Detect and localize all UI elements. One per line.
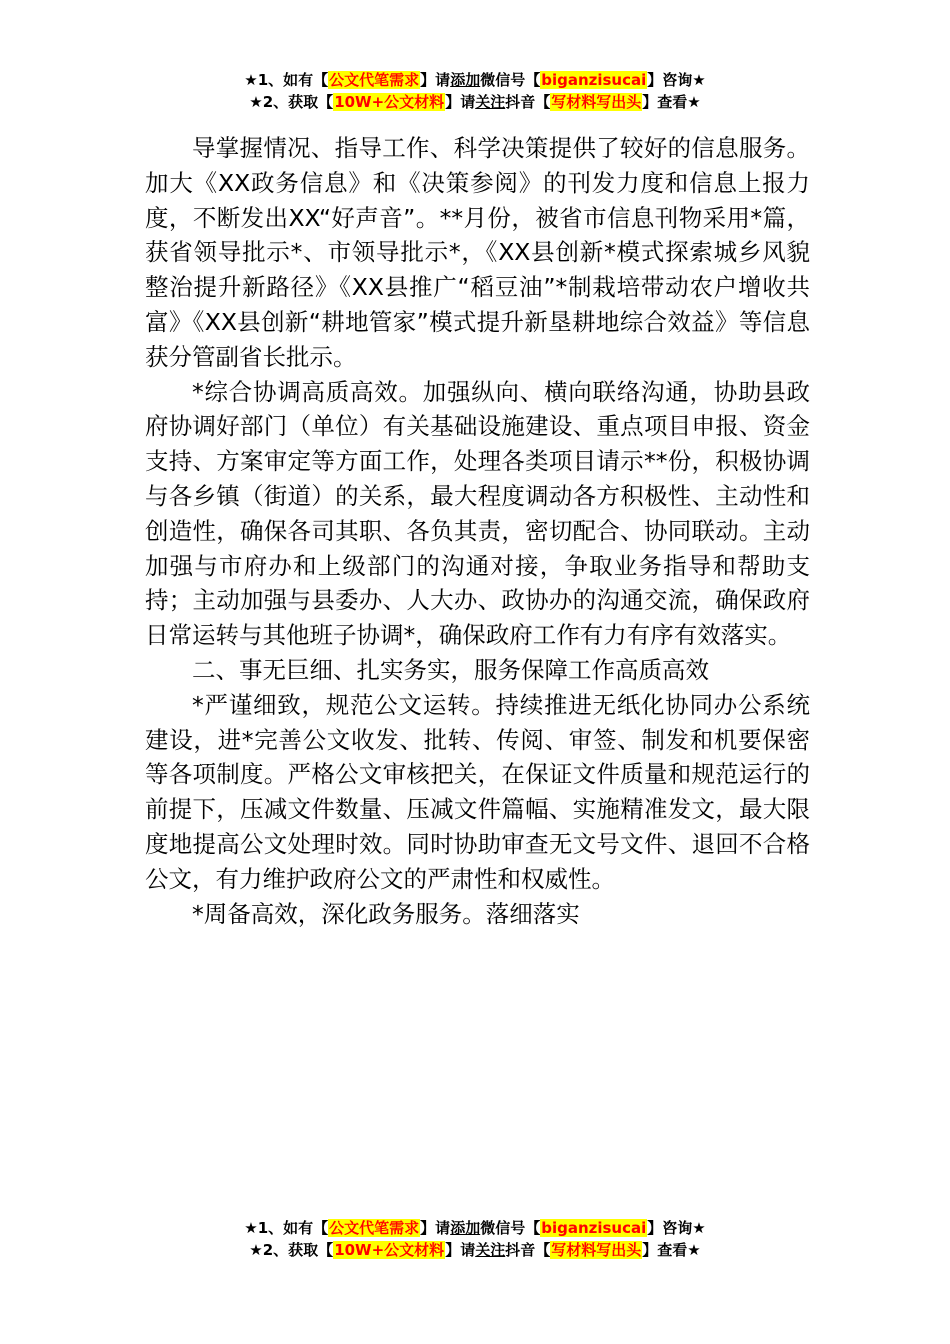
banner-underline: 关注 [475,93,506,111]
banner-underline: 关注 [475,1241,506,1259]
banner-text: ★1、如有【 [244,1219,329,1237]
paragraph-continuation: 导掌握情况、指导工作、科学决策提供了较好的信息服务。加大《XX政务信息》和《决策参阅》的刊发力度和信息上报力度，不断发出XX“好声音”。**月份，被省市信息刊物采用*篇，获省领导批示*、市领导批示*，《XX县创新*模式探索城乡风貌整治提升新路径》《XX县推广“稻豆油”*制栽培带动农户增收共富》《XX县创新“耕地管家”模式提升新垦耕地综合效益》等信息获分管副省长批示。 [145,134,810,371]
section-heading: 二、事无巨细、扎实务实，服务保障工作高质高效 [192,655,709,684]
banner-text: 】请 [420,71,451,89]
banner-highlight: 公文代笔需求 [329,71,420,89]
banner-underline: 添加 [450,1219,481,1237]
header-banner-line-2 [0,91,950,113]
banner-text: 】咨询★ [647,71,706,89]
footer-banner-line-2 [0,1239,950,1261]
paragraph-coordination: *综合协调高质高效。加强纵向、横向联络沟通，协助县政府协调好部门（单位）有关基础设施建设、重点项目申报、资金支持、方案审定等方面工作，处理各类项目请示**份，积极协调与各乡镇（街道）的关系，最大程度调动各方积极性、主动性和创造性，确保各司其职、各负其责，密切配合、协同联动。主动加强与市府办和上级部门的沟通对接，争取业务指导和帮助支持；主动加强与县委办、人大办、政协办的沟通交流，确保政府日常运转与其他班子协调*，确保政府工作有力有序有效落实。 [145,377,810,650]
banner-text: 抖音【 [505,1241,551,1259]
banner-text: 】请 [420,1219,451,1237]
footer-banner-line-1 [0,1217,950,1239]
footer-banner [0,1217,950,1261]
banner-highlight: 写材料写出头 [551,1241,642,1259]
banner-highlight: 10W+公文材料 [334,1241,445,1259]
banner-highlight: 公文代笔需求 [329,1219,420,1237]
banner-text: 】查看★ [642,93,701,111]
banner-text: 微信号【 [480,71,541,89]
banner-text: ★1、如有【 [244,71,329,89]
banner-text: ★2、获取【 [249,1241,334,1259]
banner-text: 微信号【 [480,1219,541,1237]
banner-highlight: biganzisucai [541,71,647,89]
document-body [145,131,810,931]
banner-text: 】查看★ [642,1241,701,1259]
banner-text: 】请 [445,1241,476,1259]
banner-text: 抖音【 [505,93,551,111]
banner-underline: 添加 [450,71,481,89]
banner-highlight: biganzisucai [541,1219,647,1237]
banner-text: ★2、获取【 [249,93,334,111]
header-banner [0,69,950,113]
paragraph-document-handling: *严谨细致，规范公文运转。持续推进无纸化协同办公系统建设，进*完善公文收发、批转、传阅、审签、制发和机要保密等各项制度。严格公文审核把关，在保证文件质量和规范运行的前提下，压减文件数量、压减文件篇幅、实施精准发文，最大限度地提高公文处理时效。同时协助审查无文号文件、退回不合格公文，有力维护政府公文的严肃性和权威性。 [145,690,810,893]
banner-highlight: 写材料写出头 [551,93,642,111]
banner-highlight: 10W+公文材料 [334,93,445,111]
banner-text: 】请 [445,93,476,111]
banner-text: 】咨询★ [647,1219,706,1237]
header-banner-line-1 [0,69,950,91]
paragraph-government-service: *周备高效，深化政务服务。落细落实 [192,899,580,928]
